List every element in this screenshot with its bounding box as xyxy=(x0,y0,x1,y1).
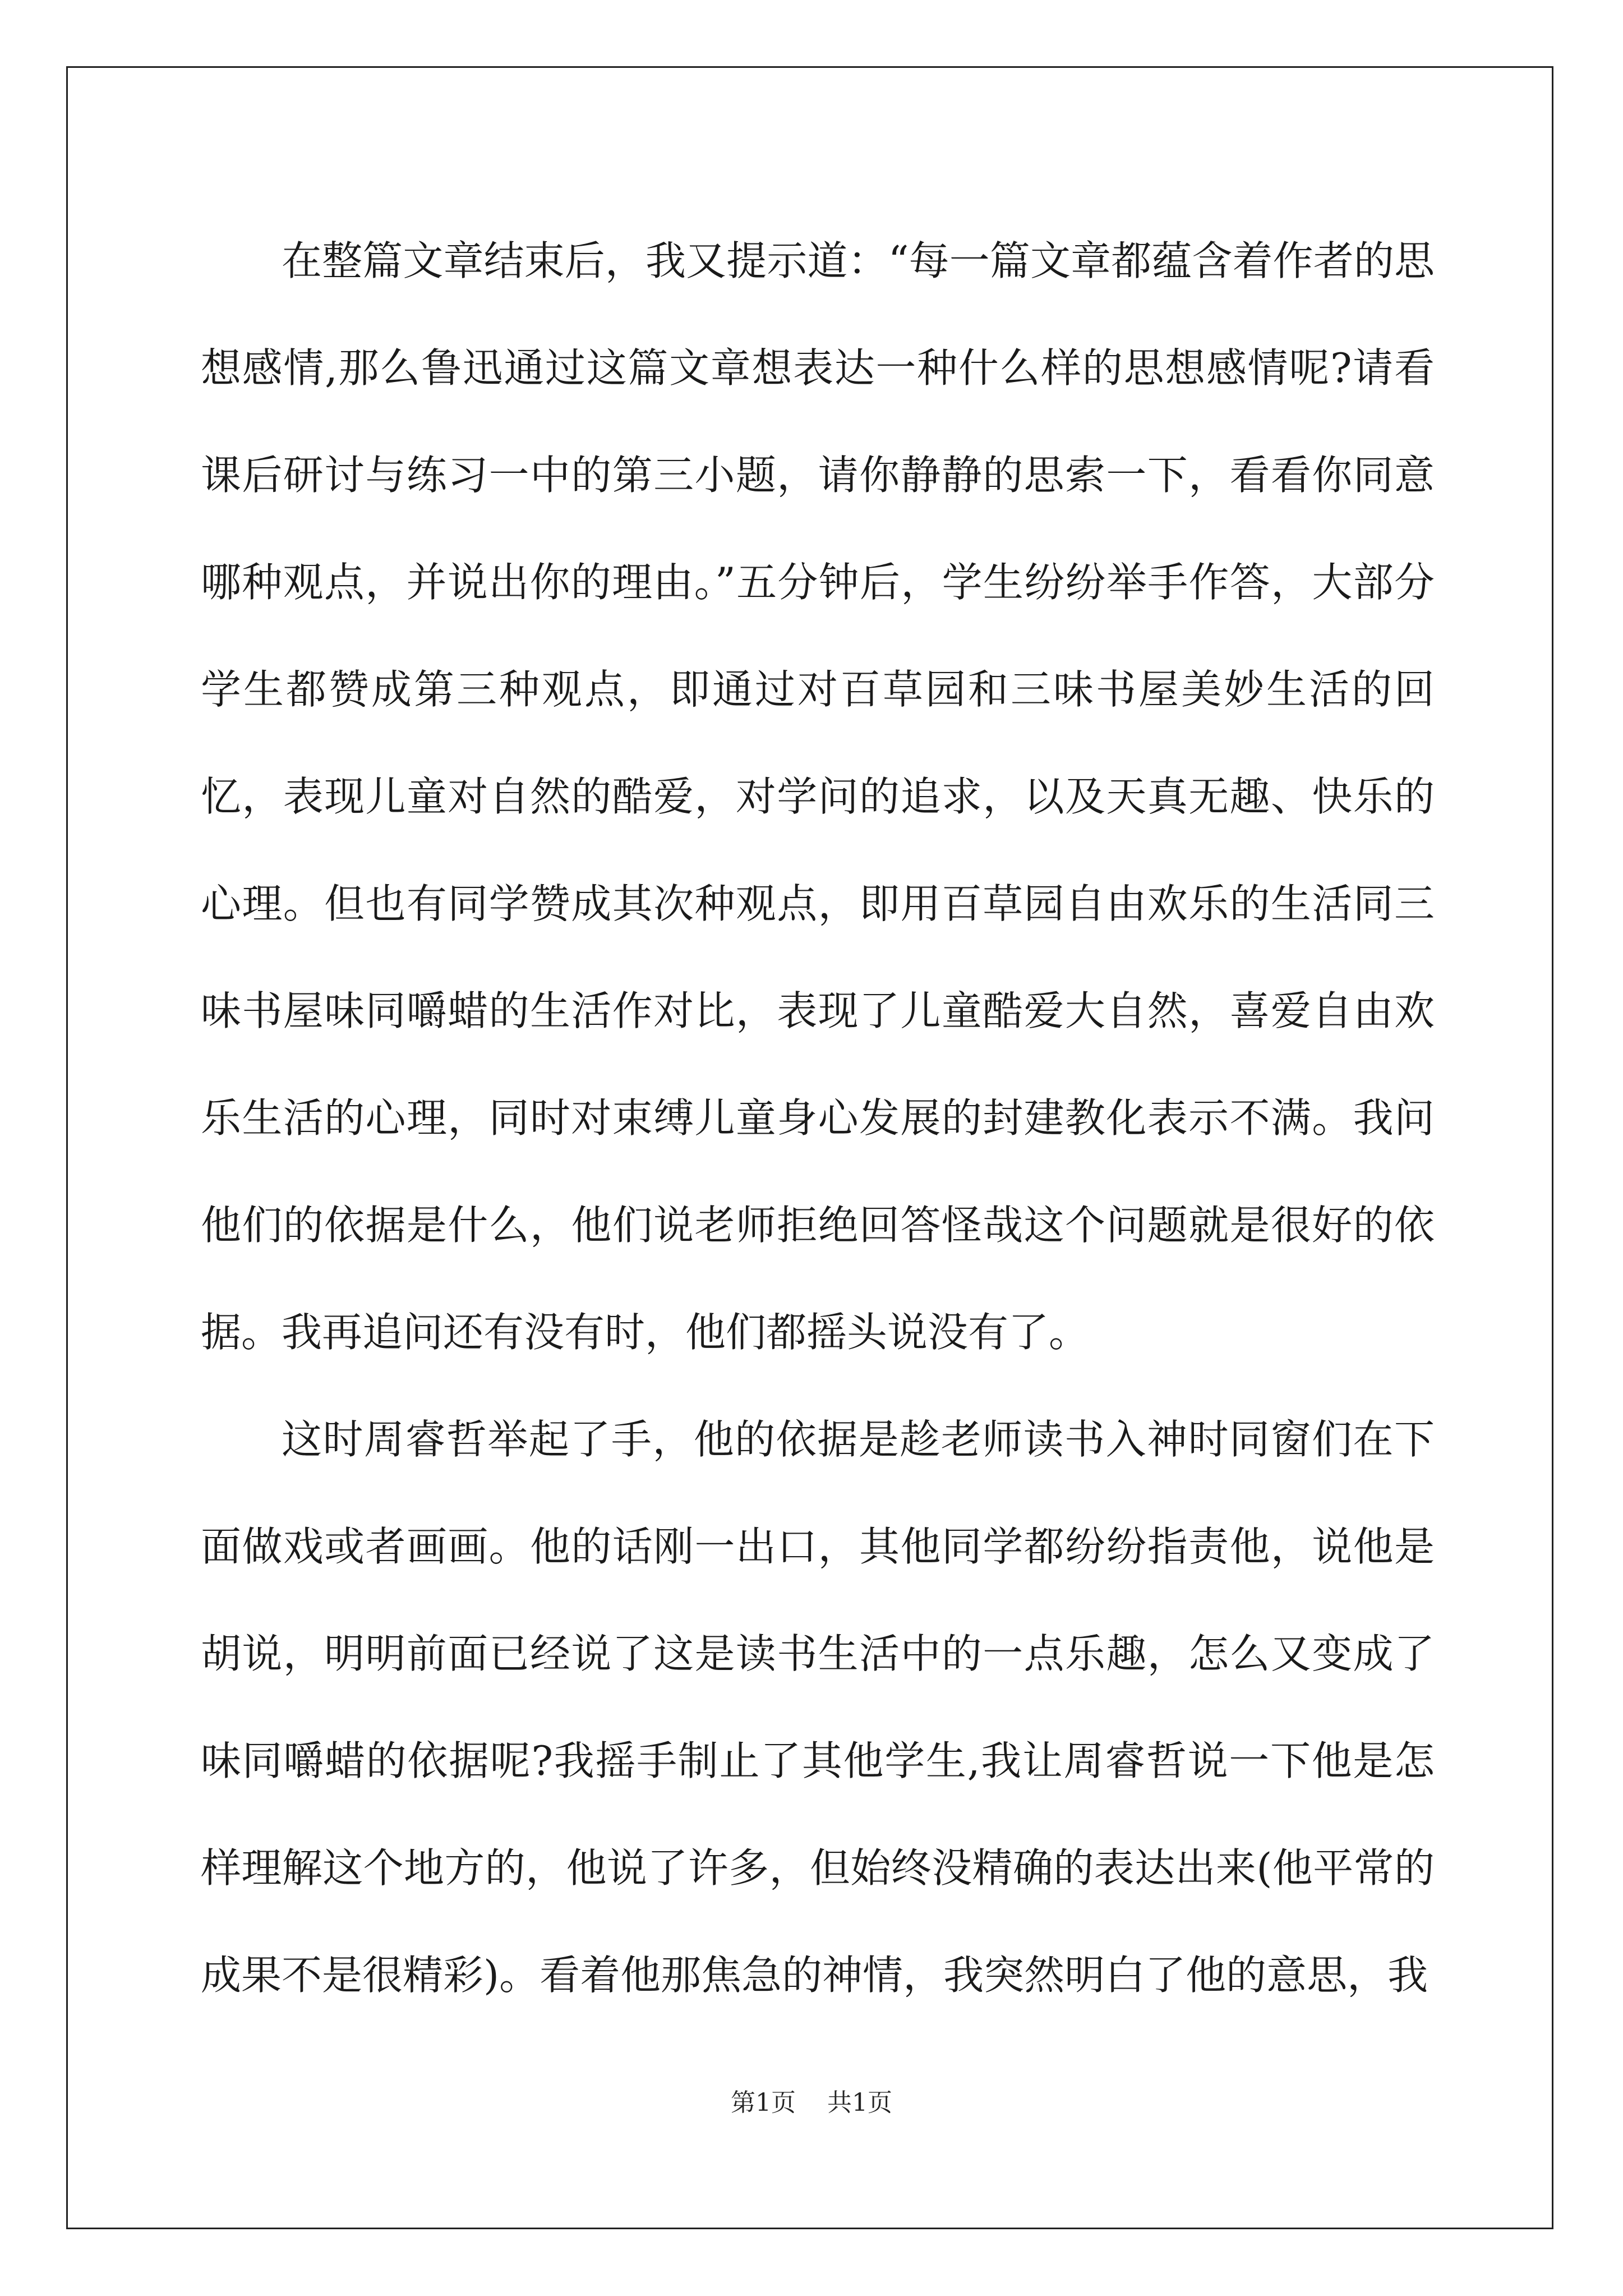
document-body xyxy=(201,208,1435,2029)
page-footer xyxy=(0,2082,1623,2118)
page-number: 第1页 xyxy=(731,2088,796,2117)
page-total: 共1页 xyxy=(827,2088,892,2117)
paragraph-1: 在整篇文章结束后，我又提示道：“每一篇文章都蕴含着作者的思想感情,那么鲁迅通过这篇文章想表达一种什么样的思想感情呢?请看课后研讨与练习一中的第三小题，请你静静的思索一下，看看你同意哪种观点，并说出你的理由。”五分钟后，学生纷纷举手作答，大部分学生都赞成第三种观点，即通过对百草园和三味书屋美妙生活的回忆，表现儿童对自然的酷爱，对学问的追求，以及天真无趣、快乐的心理。但也有同学赞成其次种观点，即用百草园自由欢乐的生活同三味书屋味同嚼蜡的生活作对比，表现了儿童酷爱大自然，喜爱自由欢乐生活的心理，同时对束缚儿童身心发展的封建教化表示不满。我问他们的依据是什么，他们说老师拒绝回答怪哉这个问题就是很好的依据。我再追问还有没有时，他们都摇头说没有了。 xyxy=(201,237,1435,1356)
paragraph-2: 这时周睿哲举起了手，他的依据是趁老师读书入神时同窗们在下面做戏或者画画。他的话刚一出口，其他同学都纷纷指责他，说他是胡说，明明前面已经说了这是读书生活中的一点乐趣，怎么又变成了味同嚼蜡的依据呢?我摇手制止了其他学生,我让周睿哲说一下他是怎样理解这个地方的，他说了许多，但始终没精确的表达出来(他平常的成果不是很精彩)。看着他那焦急的神情，我突然明白了他的意思，我 xyxy=(201,1416,1435,1999)
